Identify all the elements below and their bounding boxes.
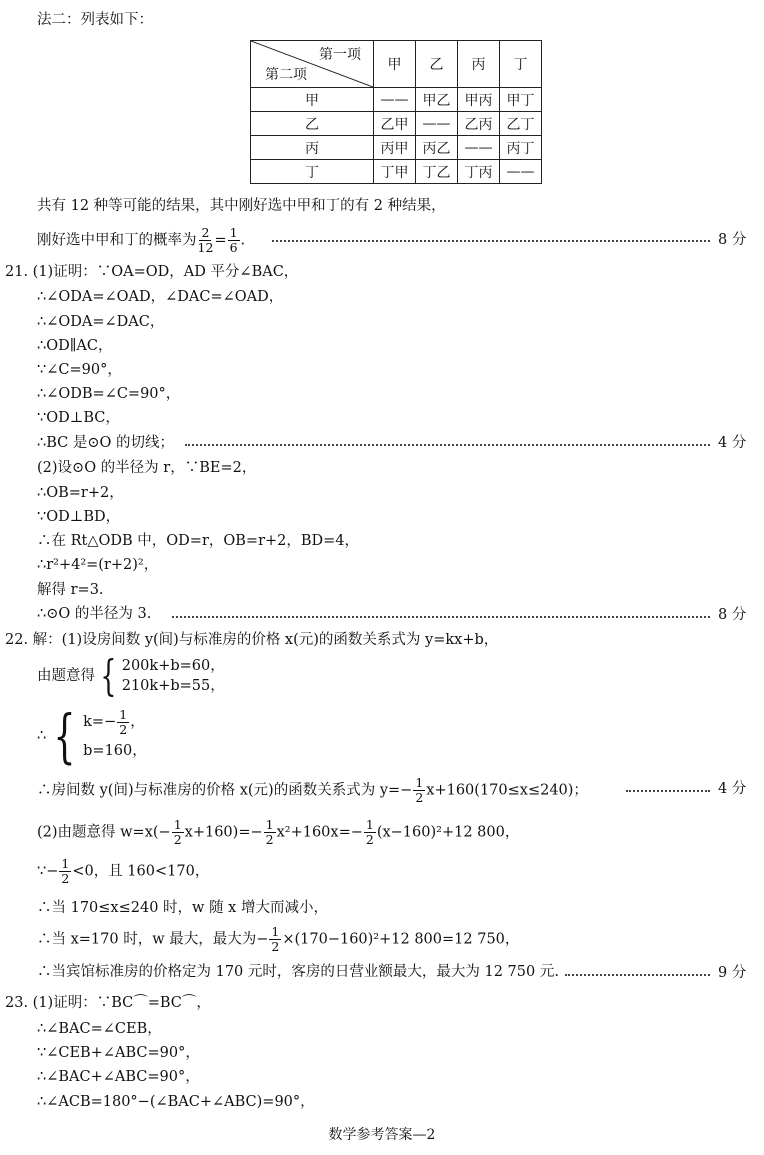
relation-text: ∴房间数 y(间)与标准房的价格 x(元)的函数关系式为 y=− bbox=[37, 782, 413, 799]
header-first-item: 第一项 bbox=[319, 47, 361, 63]
equals: = bbox=[214, 232, 227, 249]
q21-line: ∴在 Rt△ODB 中，OD=r，OB=r+2，BD=4， bbox=[37, 533, 360, 549]
table-cell: 丁乙 bbox=[416, 160, 458, 184]
q21-line: ∴OB=r+2， bbox=[37, 485, 124, 501]
w-text: (x−160)²+12 800， bbox=[376, 824, 520, 841]
table-cell: 乙丁 bbox=[500, 112, 542, 136]
table-cell: 甲乙 bbox=[416, 88, 458, 112]
fraction bbox=[269, 925, 281, 954]
max-text: ×(170−160)²+12 800=12 750， bbox=[282, 931, 520, 948]
denominator: 12 bbox=[197, 240, 214, 255]
q23-line: 23. (1)证明：∵BC⌒=BC⌒， bbox=[5, 995, 211, 1011]
fraction bbox=[59, 857, 71, 886]
q21-line: ∴r²+4²=(r+2)²， bbox=[37, 557, 159, 573]
neg-text: ∵− bbox=[37, 863, 59, 880]
table-cell: 甲丁 bbox=[500, 88, 542, 112]
fraction bbox=[172, 818, 184, 847]
numerator: 1 bbox=[265, 817, 274, 832]
q22-max bbox=[37, 925, 519, 954]
denominator: 2 bbox=[265, 832, 274, 847]
dotted-leader bbox=[272, 240, 710, 242]
solution-rows bbox=[83, 707, 147, 765]
q21-line: 21. (1)证明：∵OA=OD，AD 平分∠BAC， bbox=[5, 264, 299, 280]
q21-line: ∴OD∥AC， bbox=[37, 338, 113, 354]
w-text: x²+160x=− bbox=[276, 824, 363, 841]
table-cell: 丁甲 bbox=[374, 160, 416, 184]
table-corner-cell bbox=[251, 41, 374, 88]
q21-line: ∴BC 是⊙O 的切线； bbox=[37, 435, 174, 451]
q22-solution bbox=[37, 702, 147, 770]
q23-line: ∴∠ACB=180°−(∠BAC+∠ABC)=90°， bbox=[37, 1094, 315, 1110]
q22-decreasing: ∴当 170≤x≤240 时，w 随 x 增大而减小， bbox=[37, 900, 328, 916]
col-header: 丁 bbox=[500, 41, 542, 88]
table-cell: —— bbox=[500, 160, 542, 184]
q20-probability bbox=[37, 226, 245, 255]
table-row bbox=[251, 160, 542, 184]
denominator: 6 bbox=[229, 240, 238, 255]
fraction bbox=[413, 776, 425, 805]
w-text: (2)由题意得 w=x(− bbox=[37, 824, 171, 841]
solution-system bbox=[37, 702, 147, 770]
header-second-item: 第二项 bbox=[265, 67, 307, 83]
col-header: 甲 bbox=[374, 41, 416, 88]
q21-line: ∴∠ODA=∠OAD，∠DAC=∠OAD， bbox=[37, 289, 284, 305]
fraction bbox=[364, 818, 376, 847]
q22-relation bbox=[37, 776, 588, 805]
q21-line: ∵OD⊥BD， bbox=[37, 509, 121, 525]
numerator: 2 bbox=[201, 225, 210, 240]
score-label: 8 分 bbox=[718, 607, 747, 623]
fraction bbox=[198, 226, 214, 255]
table-cell: 丙甲 bbox=[374, 136, 416, 160]
brace-icon: { bbox=[100, 651, 117, 700]
table-row bbox=[251, 88, 542, 112]
q22-line: 22. 解：(1)设房间数 y(间)与标准房的价格 x(元)的函数关系式为 y=kx+b， bbox=[5, 632, 499, 648]
row-header: 甲 bbox=[251, 88, 374, 112]
table-cell: 丙乙 bbox=[416, 136, 458, 160]
denominator: 2 bbox=[61, 871, 70, 886]
numerator: 1 bbox=[365, 817, 374, 832]
q21-line: ∴∠ODA=∠DAC， bbox=[37, 314, 165, 330]
q23-line: ∴∠BAC=∠CEB， bbox=[37, 1021, 162, 1037]
numerator: 1 bbox=[229, 225, 238, 240]
outcome-table bbox=[250, 40, 542, 184]
table-cell: —— bbox=[374, 88, 416, 112]
denominator: 2 bbox=[271, 939, 280, 954]
prob-prefix: 刚好选中甲和丁的概率为 bbox=[37, 232, 197, 249]
score-label: 9 分 bbox=[718, 965, 747, 981]
dotted-leader bbox=[565, 974, 710, 976]
solution-row-k bbox=[83, 707, 147, 737]
q22-conclusion: ∴当宾馆标准房的价格定为 170 元时，客房的日营业额最大，最大为 12 750 元. bbox=[37, 964, 559, 980]
table-cell: 丁丙 bbox=[458, 160, 500, 184]
q21-line: 解得 r=3. bbox=[37, 582, 104, 598]
q22-w-expression bbox=[37, 818, 519, 847]
therefore-symbol: ∴ bbox=[37, 728, 47, 744]
score-label: 4 分 bbox=[718, 781, 747, 797]
numerator: 1 bbox=[173, 817, 182, 832]
numerator: 1 bbox=[119, 706, 128, 722]
denominator: 2 bbox=[415, 790, 424, 805]
dotted-leader bbox=[172, 616, 710, 618]
equation-system bbox=[37, 651, 225, 700]
q21-line: (2)设⊙O 的半径为 r，∵BE=2， bbox=[37, 460, 257, 476]
solution-row-b: b=160， bbox=[83, 743, 147, 759]
dotted-leader bbox=[185, 444, 710, 446]
denominator: 2 bbox=[365, 832, 374, 847]
sys-prefix: 由题意得 bbox=[37, 668, 95, 684]
row-header: 丁 bbox=[251, 160, 374, 184]
row-header: 丙 bbox=[251, 136, 374, 160]
fraction bbox=[228, 226, 240, 255]
equation-row: 210k+b=55， bbox=[121, 678, 225, 694]
col-header: 乙 bbox=[416, 41, 458, 88]
neg-text: <0，且 160<170， bbox=[72, 863, 210, 880]
score-label: 8 分 bbox=[718, 232, 747, 248]
denominator: 2 bbox=[173, 832, 182, 847]
numerator: 1 bbox=[415, 775, 424, 790]
brace-icon: { bbox=[53, 702, 76, 770]
method2-intro: 法二：列表如下： bbox=[37, 12, 153, 28]
q23-line: ∵∠CEB+∠ABC=90°， bbox=[37, 1045, 200, 1061]
table-cell: 丙丁 bbox=[500, 136, 542, 160]
table-cell: —— bbox=[416, 112, 458, 136]
table-row bbox=[251, 112, 542, 136]
col-header: 丙 bbox=[458, 41, 500, 88]
table-cell: —— bbox=[458, 136, 500, 160]
equation-row: 200k+b=60， bbox=[121, 658, 225, 674]
table-row bbox=[251, 136, 542, 160]
denominator: 2 bbox=[119, 721, 128, 737]
q21-line: ∵∠C=90°， bbox=[37, 362, 122, 378]
max-text: ∴当 x=170 时，w 最大，最大为− bbox=[37, 931, 269, 948]
numerator: 1 bbox=[271, 924, 280, 939]
numerator: 1 bbox=[61, 856, 70, 871]
page-footer: 数学参考答案—2 bbox=[328, 1127, 436, 1143]
q20-total-outcomes: 共有 12 种等可能的结果，其中刚好选中甲和丁的有 2 种结果， bbox=[37, 198, 446, 214]
equation-rows bbox=[122, 656, 225, 696]
relation-text: x+160(170≤x≤240)； bbox=[426, 782, 588, 799]
q21-line: ∴⊙O 的半径为 3. bbox=[37, 606, 152, 622]
dotted-leader bbox=[626, 790, 710, 792]
row-header: 乙 bbox=[251, 112, 374, 136]
q23-line: ∴∠BAC+∠ABC=90°， bbox=[37, 1069, 200, 1085]
table-cell: 乙丙 bbox=[458, 112, 500, 136]
score-label: 4 分 bbox=[718, 435, 747, 451]
comma: ， bbox=[130, 714, 145, 730]
q21-line: ∵OD⊥BC， bbox=[37, 410, 120, 426]
k-expr: k=− bbox=[83, 714, 117, 730]
table-cell: 甲丙 bbox=[458, 88, 500, 112]
fraction bbox=[117, 708, 129, 737]
q22-negative-coef bbox=[37, 857, 209, 886]
w-text: x+160)=− bbox=[184, 824, 263, 841]
q22-system bbox=[37, 651, 225, 700]
period: . bbox=[240, 232, 246, 249]
q21-line: ∴∠ODB=∠C=90°， bbox=[37, 386, 181, 402]
fraction bbox=[264, 818, 276, 847]
table-cell: 乙甲 bbox=[374, 112, 416, 136]
